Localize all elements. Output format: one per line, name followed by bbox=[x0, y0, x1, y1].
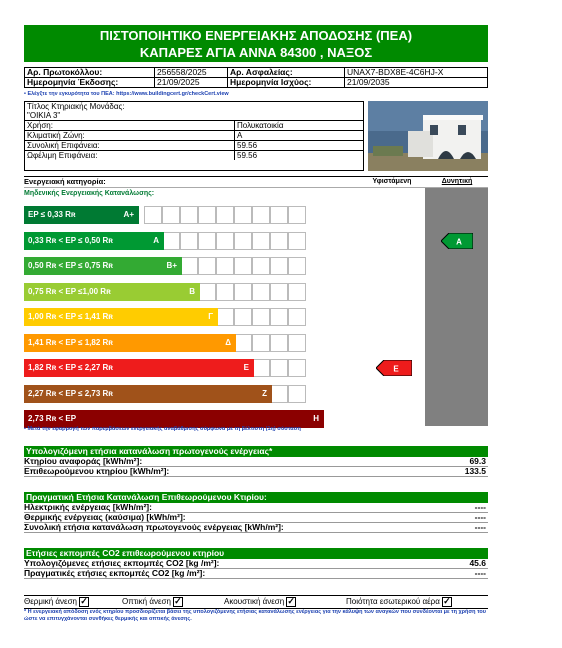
energy-class-letter: H bbox=[313, 414, 319, 423]
property-box bbox=[24, 101, 364, 171]
header-title: ΠΙΣΤΟΠΟΙΗΤΙΚΟ ΕΝΕΡΓΕΙΑΚΗΣ ΑΠΟΔΟΣΗΣ (ΠΕΑ) bbox=[99, 28, 413, 43]
valid-label: Ημερομηνία Ισχύος: bbox=[228, 78, 345, 88]
scale-grid-cell bbox=[270, 206, 288, 224]
energy-class-letter: E bbox=[243, 363, 249, 372]
scale-grid-cell bbox=[198, 283, 216, 301]
scale-grid-cell bbox=[216, 257, 234, 275]
scale-grid-cell bbox=[234, 257, 252, 275]
scale-grid-cell bbox=[180, 206, 198, 224]
actual-total-value: ---- bbox=[474, 522, 486, 532]
scale-grid-cell bbox=[234, 232, 252, 250]
scale-grid-cell bbox=[252, 308, 270, 326]
scale-grid-cell bbox=[252, 232, 270, 250]
use-value: Πολυκατοικία bbox=[235, 121, 364, 131]
energy-class-bar bbox=[24, 257, 182, 275]
scale-grid-cell bbox=[252, 283, 270, 301]
scale-grid-cell bbox=[270, 257, 288, 275]
scale-grid-cell bbox=[144, 206, 162, 224]
potential-rating-marker bbox=[441, 233, 473, 254]
scale-grid-cell bbox=[270, 308, 288, 326]
potential-label: Δυνητική bbox=[441, 178, 473, 185]
scale-grid-cell bbox=[216, 283, 234, 301]
scale-grid-cell bbox=[270, 283, 288, 301]
energy-class-bar bbox=[24, 232, 164, 250]
energy-class-bar bbox=[24, 283, 200, 301]
protocol-value: 256558/2025 bbox=[155, 68, 228, 78]
energy-class-range: 0,75 Rʀ < EP ≤1,00 Rʀ bbox=[28, 286, 111, 296]
svg-text:E: E bbox=[393, 364, 399, 374]
energy-scale bbox=[24, 206, 488, 426]
energy-class-letter: A bbox=[153, 235, 159, 245]
energy-class-bar bbox=[24, 206, 139, 224]
zone-label: Κλιματική Ζώνη: bbox=[25, 131, 235, 141]
scale-grid-cell bbox=[288, 385, 306, 403]
existing-rating-marker bbox=[376, 360, 412, 381]
scale-grid-cell bbox=[216, 232, 234, 250]
energy-class-letter: B bbox=[189, 286, 195, 296]
scale-grid-cell bbox=[162, 206, 180, 224]
energy-class-bar bbox=[24, 359, 254, 377]
scale-grid-cell bbox=[234, 283, 252, 301]
energy-class-range: 0,33 Rʀ < EP ≤ 0,50 Rʀ bbox=[28, 235, 113, 245]
energy-class-range: 0,50 Rʀ < EP ≤ 0,75 Rʀ bbox=[28, 261, 113, 270]
verify-link[interactable]: • Ελέγξτε την εγκυρότητα του ΠΕΑ: https://www.buildingcert.gr/checkCert.view bbox=[24, 91, 229, 97]
calc-title: Υπολογιζόμενη ετήσια κατανάλωση πρωτογενούς ενέργειας* bbox=[24, 446, 488, 457]
co2-calc-label: Υπολογιζόμενες ετήσιες εκπομπές CO2 [kg /m²]: bbox=[24, 558, 220, 568]
use-label: Χρήση: bbox=[25, 121, 235, 131]
scale-grid-cell bbox=[288, 206, 306, 224]
scale-grid-cell bbox=[234, 334, 252, 352]
energy-header bbox=[24, 176, 488, 188]
scale-grid-cell bbox=[270, 385, 288, 403]
building-photo bbox=[368, 101, 488, 171]
scale-grid-cell bbox=[252, 359, 270, 377]
energy-class-letter: Z bbox=[262, 388, 267, 398]
scale-grid-cell bbox=[252, 257, 270, 275]
actual-electric-label: Ηλεκτρικής ενέργειας [kWh/m²]: bbox=[24, 502, 152, 512]
scale-grid-cell bbox=[252, 334, 270, 352]
energy-footnote: • Μετά την εφαρμογή των παρεμβάσεων ενεργειακής αναβάθμισης σύμφωνα με τη βέλτιστη (1η) σύσταση bbox=[24, 426, 301, 432]
actual-section bbox=[24, 492, 488, 533]
energy-class-letter: A+ bbox=[123, 210, 134, 219]
scale-grid-cell bbox=[198, 206, 216, 224]
energy-class-bar bbox=[24, 308, 218, 326]
zone-value: Α bbox=[235, 131, 364, 141]
scale-grid-cell bbox=[180, 257, 198, 275]
comfort-thermal bbox=[24, 596, 89, 608]
calc-inspected-label: Επιθεωρούμενου κτηρίου [kWh/m²]: bbox=[24, 466, 170, 476]
scale-grid-cell bbox=[198, 257, 216, 275]
actual-thermal-value: ---- bbox=[474, 512, 486, 522]
co2-section bbox=[24, 548, 488, 579]
energy-class-range: 1,41 Rʀ < EP ≤ 1,82 Rʀ bbox=[28, 337, 113, 347]
actual-total-row bbox=[24, 523, 488, 533]
comfort-optical-label: Οπτική άνεση bbox=[122, 597, 171, 606]
title-label: Τίτλος Κτηριακής Μονάδας: bbox=[27, 102, 125, 111]
scale-grid-cell bbox=[162, 232, 180, 250]
bottom-note: * Η ενεργειακή απόδοση ενός κτηρίου προσδιορίζεται βάσει της υπολογιζόμενης ετήσιας κατανάλωσης ενέργειας για την κάλυψη των αναγκών που συνδέονται με τη χρήση του ώστε να επιτυγχάνονται συνθήκες θερμικής και οπτικής άνεσης. bbox=[24, 609, 486, 622]
actual-thermal-label: Θερμικής ενέργειας (καύσιμα) [kWh/m²]: bbox=[24, 512, 186, 522]
comfort-thermal-checkbox[interactable] bbox=[79, 597, 89, 607]
energy-class-range: EP ≤ 0,33 Rʀ bbox=[28, 210, 76, 219]
useful-area-value: 59.56 bbox=[235, 151, 364, 161]
scale-grid-cell bbox=[234, 308, 252, 326]
total-area-label: Συνολική Επιφάνεια: bbox=[25, 141, 235, 151]
co2-actual-value: ---- bbox=[474, 568, 486, 578]
comfort-acoustic-label: Ακουστική άνεση bbox=[224, 597, 285, 606]
scale-grid-cell bbox=[288, 283, 306, 301]
scale-grid-cell bbox=[288, 232, 306, 250]
energy-class-bar bbox=[24, 334, 236, 352]
co2-actual-row bbox=[24, 569, 488, 579]
nzeb-label: Μηδενικής Ενεργειακής Κατανάλωσης: bbox=[24, 190, 155, 197]
co2-calc-value: 45.6 bbox=[469, 558, 486, 568]
scale-grid-cell bbox=[198, 232, 216, 250]
scale-grid-cell bbox=[288, 359, 306, 377]
comfort-acoustic bbox=[224, 596, 296, 608]
comfort-acoustic-checkbox[interactable] bbox=[286, 597, 296, 607]
actual-electric-value: ---- bbox=[474, 502, 486, 512]
energy-class-range: 2,73 Rʀ < EP bbox=[28, 414, 77, 423]
comfort-air bbox=[346, 596, 452, 608]
energy-class-bar bbox=[24, 385, 272, 403]
scale-grid-cell bbox=[288, 257, 306, 275]
calc-ref-value: 69.3 bbox=[469, 456, 486, 466]
comfort-thermal-label: Θερμική άνεση bbox=[24, 597, 77, 606]
svg-text:A: A bbox=[456, 237, 462, 246]
calc-inspected-row bbox=[24, 467, 488, 477]
existing-label: Υφιστάμενη bbox=[372, 178, 412, 185]
useful-area-label: Ωφέλιμη Επιφάνεια: bbox=[25, 151, 235, 161]
scale-grid-cell bbox=[270, 232, 288, 250]
valid-value: 21/09/2035 bbox=[345, 78, 488, 88]
header-address: ΚΑΠΑΡΕΣ ΑΓΙΑ ΑΝΝΑ 84300 , ΝΑΞΟΣ bbox=[139, 45, 373, 60]
title-value: "ΟΙΚΙΑ 3" bbox=[27, 111, 61, 120]
insurance-value: UNAX7-BDX8E-4C6HJ-X bbox=[345, 68, 488, 78]
energy-class-range: 2,27 Rʀ < EP ≤ 2,73 Rʀ bbox=[28, 388, 113, 398]
calc-section bbox=[24, 446, 488, 477]
scale-grid-cell bbox=[216, 206, 234, 224]
comfort-optical-checkbox[interactable] bbox=[173, 597, 183, 607]
meta-table bbox=[24, 67, 488, 88]
energy-class-letter: Γ bbox=[208, 312, 213, 321]
scale-grid-cell bbox=[252, 206, 270, 224]
co2-actual-label: Πραγματικές ετήσιες εκπομπές CO2 [kg /m²]: bbox=[24, 568, 206, 578]
scale-grid-cell bbox=[270, 334, 288, 352]
certificate-header bbox=[24, 25, 488, 62]
protocol-label: Αρ. Πρωτοκόλλου: bbox=[25, 68, 155, 78]
scale-grid-cell bbox=[288, 308, 306, 326]
insurance-label: Αρ. Ασφαλείας: bbox=[228, 68, 345, 78]
total-area-value: 59.56 bbox=[235, 141, 364, 151]
energy-class-range: 1,00 Rʀ < EP ≤ 1,41 Rʀ bbox=[28, 312, 113, 321]
calc-inspected-value: 133.5 bbox=[464, 466, 486, 476]
scale-grid-cell bbox=[288, 334, 306, 352]
energy-class-range: 1,82 Rʀ < EP ≤ 2,27 Rʀ bbox=[28, 363, 113, 372]
issue-label: Ημερομηνία Έκδοσης: bbox=[25, 78, 155, 88]
scale-grid-cell bbox=[216, 308, 234, 326]
energy-class-letter: B+ bbox=[166, 261, 177, 270]
scale-grid-cell bbox=[270, 359, 288, 377]
comfort-air-checkbox[interactable] bbox=[442, 597, 452, 607]
comfort-air-label: Ποιότητα εσωτερικού αέρα bbox=[346, 597, 440, 606]
issue-value: 21/09/2025 bbox=[155, 78, 228, 88]
comfort-row bbox=[24, 595, 488, 609]
calc-ref-label: Κτηρίου αναφοράς [kWh/m²]: bbox=[24, 456, 143, 466]
actual-title: Πραγματική Ετήσια Κατανάλωση Επιθεωρούμενου Κτιρίου: bbox=[24, 492, 488, 503]
energy-class-letter: Δ bbox=[225, 337, 231, 347]
scale-grid-cell bbox=[234, 206, 252, 224]
scale-grid-cell bbox=[180, 232, 198, 250]
co2-title: Ετήσιες εκπομπές CO2 επιθεωρούμενου κτηρίου bbox=[24, 548, 488, 559]
energy-category-label: Ενεργειακή κατηγορία: bbox=[24, 177, 106, 186]
comfort-optical bbox=[122, 596, 183, 608]
actual-total-label: Συνολική ετήσια κατανάλωση πρωτογενούς ενέργειας [kWh/m²]: bbox=[24, 522, 284, 532]
